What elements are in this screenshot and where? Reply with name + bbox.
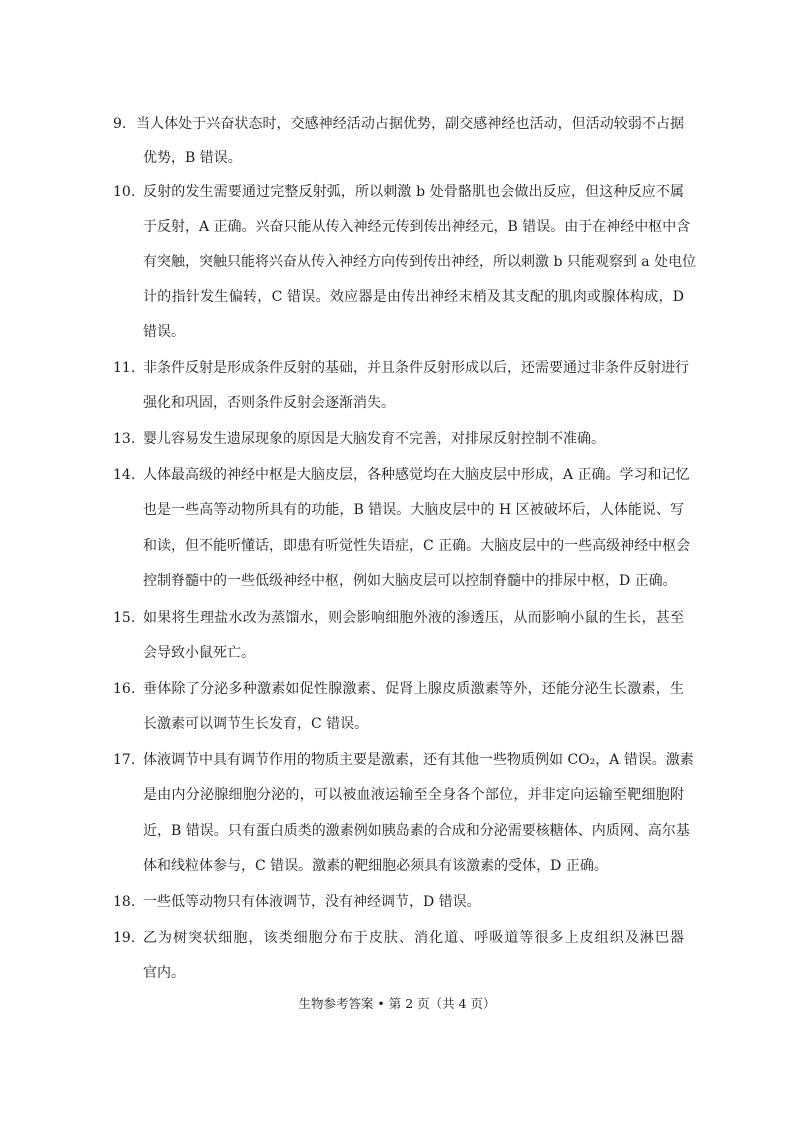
item-number: 13. — [113, 431, 136, 447]
item-number: 19. — [113, 930, 136, 946]
answer-line: 官内。 — [143, 965, 185, 981]
answer-line: 体液调节中具有调节作用的物质主要是激素，还有其他一些物质例如 CO₂，A 错误。激素 — [143, 752, 694, 768]
item-number: 15. — [113, 610, 136, 626]
page-footer: 生物参考答案 • 第 2 页（共 4 页） — [298, 996, 496, 1011]
answer-line: 会导致小鼠死亡。 — [143, 645, 255, 661]
answer-line: 错误。 — [143, 324, 185, 340]
answer-line: 控制脊髓中的一些低级神经中枢，例如大脑皮层可以控制脊髓中的排尿中枢，D 正确。 — [143, 573, 677, 589]
answer-line: 乙为树突状细胞，该类细胞分布于皮肤、消化道、呼吸道等很多上皮组织及淋巴器 — [143, 930, 684, 946]
item-number: 14. — [113, 467, 136, 483]
answer-line: 计的指针发生偏转，C 错误。效应器是由传出神经末梢及其支配的肌肉或腺体构成，D — [143, 289, 684, 305]
answer-line: 长激素可以调节生长发育，C 错误。 — [143, 716, 369, 732]
answer-line: 如果将生理盐水改为蒸馏水，则会影响细胞外液的渗透压，从而影响小鼠的生长，甚至 — [143, 610, 684, 626]
item-number: 17. — [113, 752, 136, 768]
answer-line: 当人体处于兴奋状态时，交感神经活动占据优势，副交感神经也活动，但活动较弱不占据 — [136, 116, 684, 132]
answer-line: 是由内分泌腺细胞分泌的，可以被血液运输至全身各个部位，并非定向运输至靶细胞附 — [143, 787, 684, 803]
answer-line: 于反射，A 正确。兴奋只能从传入神经元传到传出神经元，B 错误。由于在神经中枢中含 — [143, 219, 691, 235]
item-number: 18. — [113, 894, 136, 910]
answer-line: 优势，B 错误。 — [143, 150, 242, 166]
answer-line: 垂体除了分泌多种激素如促性腺激素、促肾上腺皮质激素等外，还能分泌生长激素，生 — [143, 681, 684, 697]
item-number: 16. — [113, 681, 136, 697]
answer-line: 一些低等动物只有体液调节，没有神经调节，D 错误。 — [143, 894, 481, 910]
item-number: 10. — [113, 184, 136, 200]
answer-line: 有突触，突触只能将兴奋从传入神经方向传到传出神经，所以刺激 b 只能观察到 a 处电位 — [143, 254, 697, 270]
answer-line: 非条件反射是形成条件反射的基础，并且条件反射形成以后，还需要通过非条件反射进行 — [143, 360, 689, 376]
item-number: 11. — [113, 360, 136, 376]
answer-line: 近，B 错误。只有蛋白质类的激素例如胰岛素的合成和分泌需要核糖体、内质网、高尔基 — [143, 823, 690, 839]
answer-line: 体和线粒体参与，C 错误。激素的靶细胞必须具有该激素的受体，D 正确。 — [143, 858, 608, 874]
answer-line: 反射的发生需要通过完整反射弧，所以刺激 b 处骨骼肌也会做出反应，但这种反应不属 — [143, 184, 684, 200]
answer-line: 和读，但不能听懂话，即患有听觉性失语症，C 正确。大脑皮层中的一些高级神经中枢会 — [143, 538, 691, 554]
item-number: 9. — [113, 116, 127, 132]
answer-line: 婴儿容易发生遗尿现象的原因是大脑发育不完善，对排尿反射控制不准确。 — [143, 431, 605, 447]
answer-line: 也是一些高等动物所具有的功能，B 错误。大脑皮层中的 H 区被破坏后，人体能说、写 — [143, 502, 684, 518]
answer-line: 人体最高级的神经中枢是大脑皮层，各种感觉均在大脑皮层中形成，A 正确。学习和记忆 — [143, 467, 690, 483]
answer-line: 强化和巩固，否则条件反射会逐渐消失。 — [143, 395, 395, 411]
